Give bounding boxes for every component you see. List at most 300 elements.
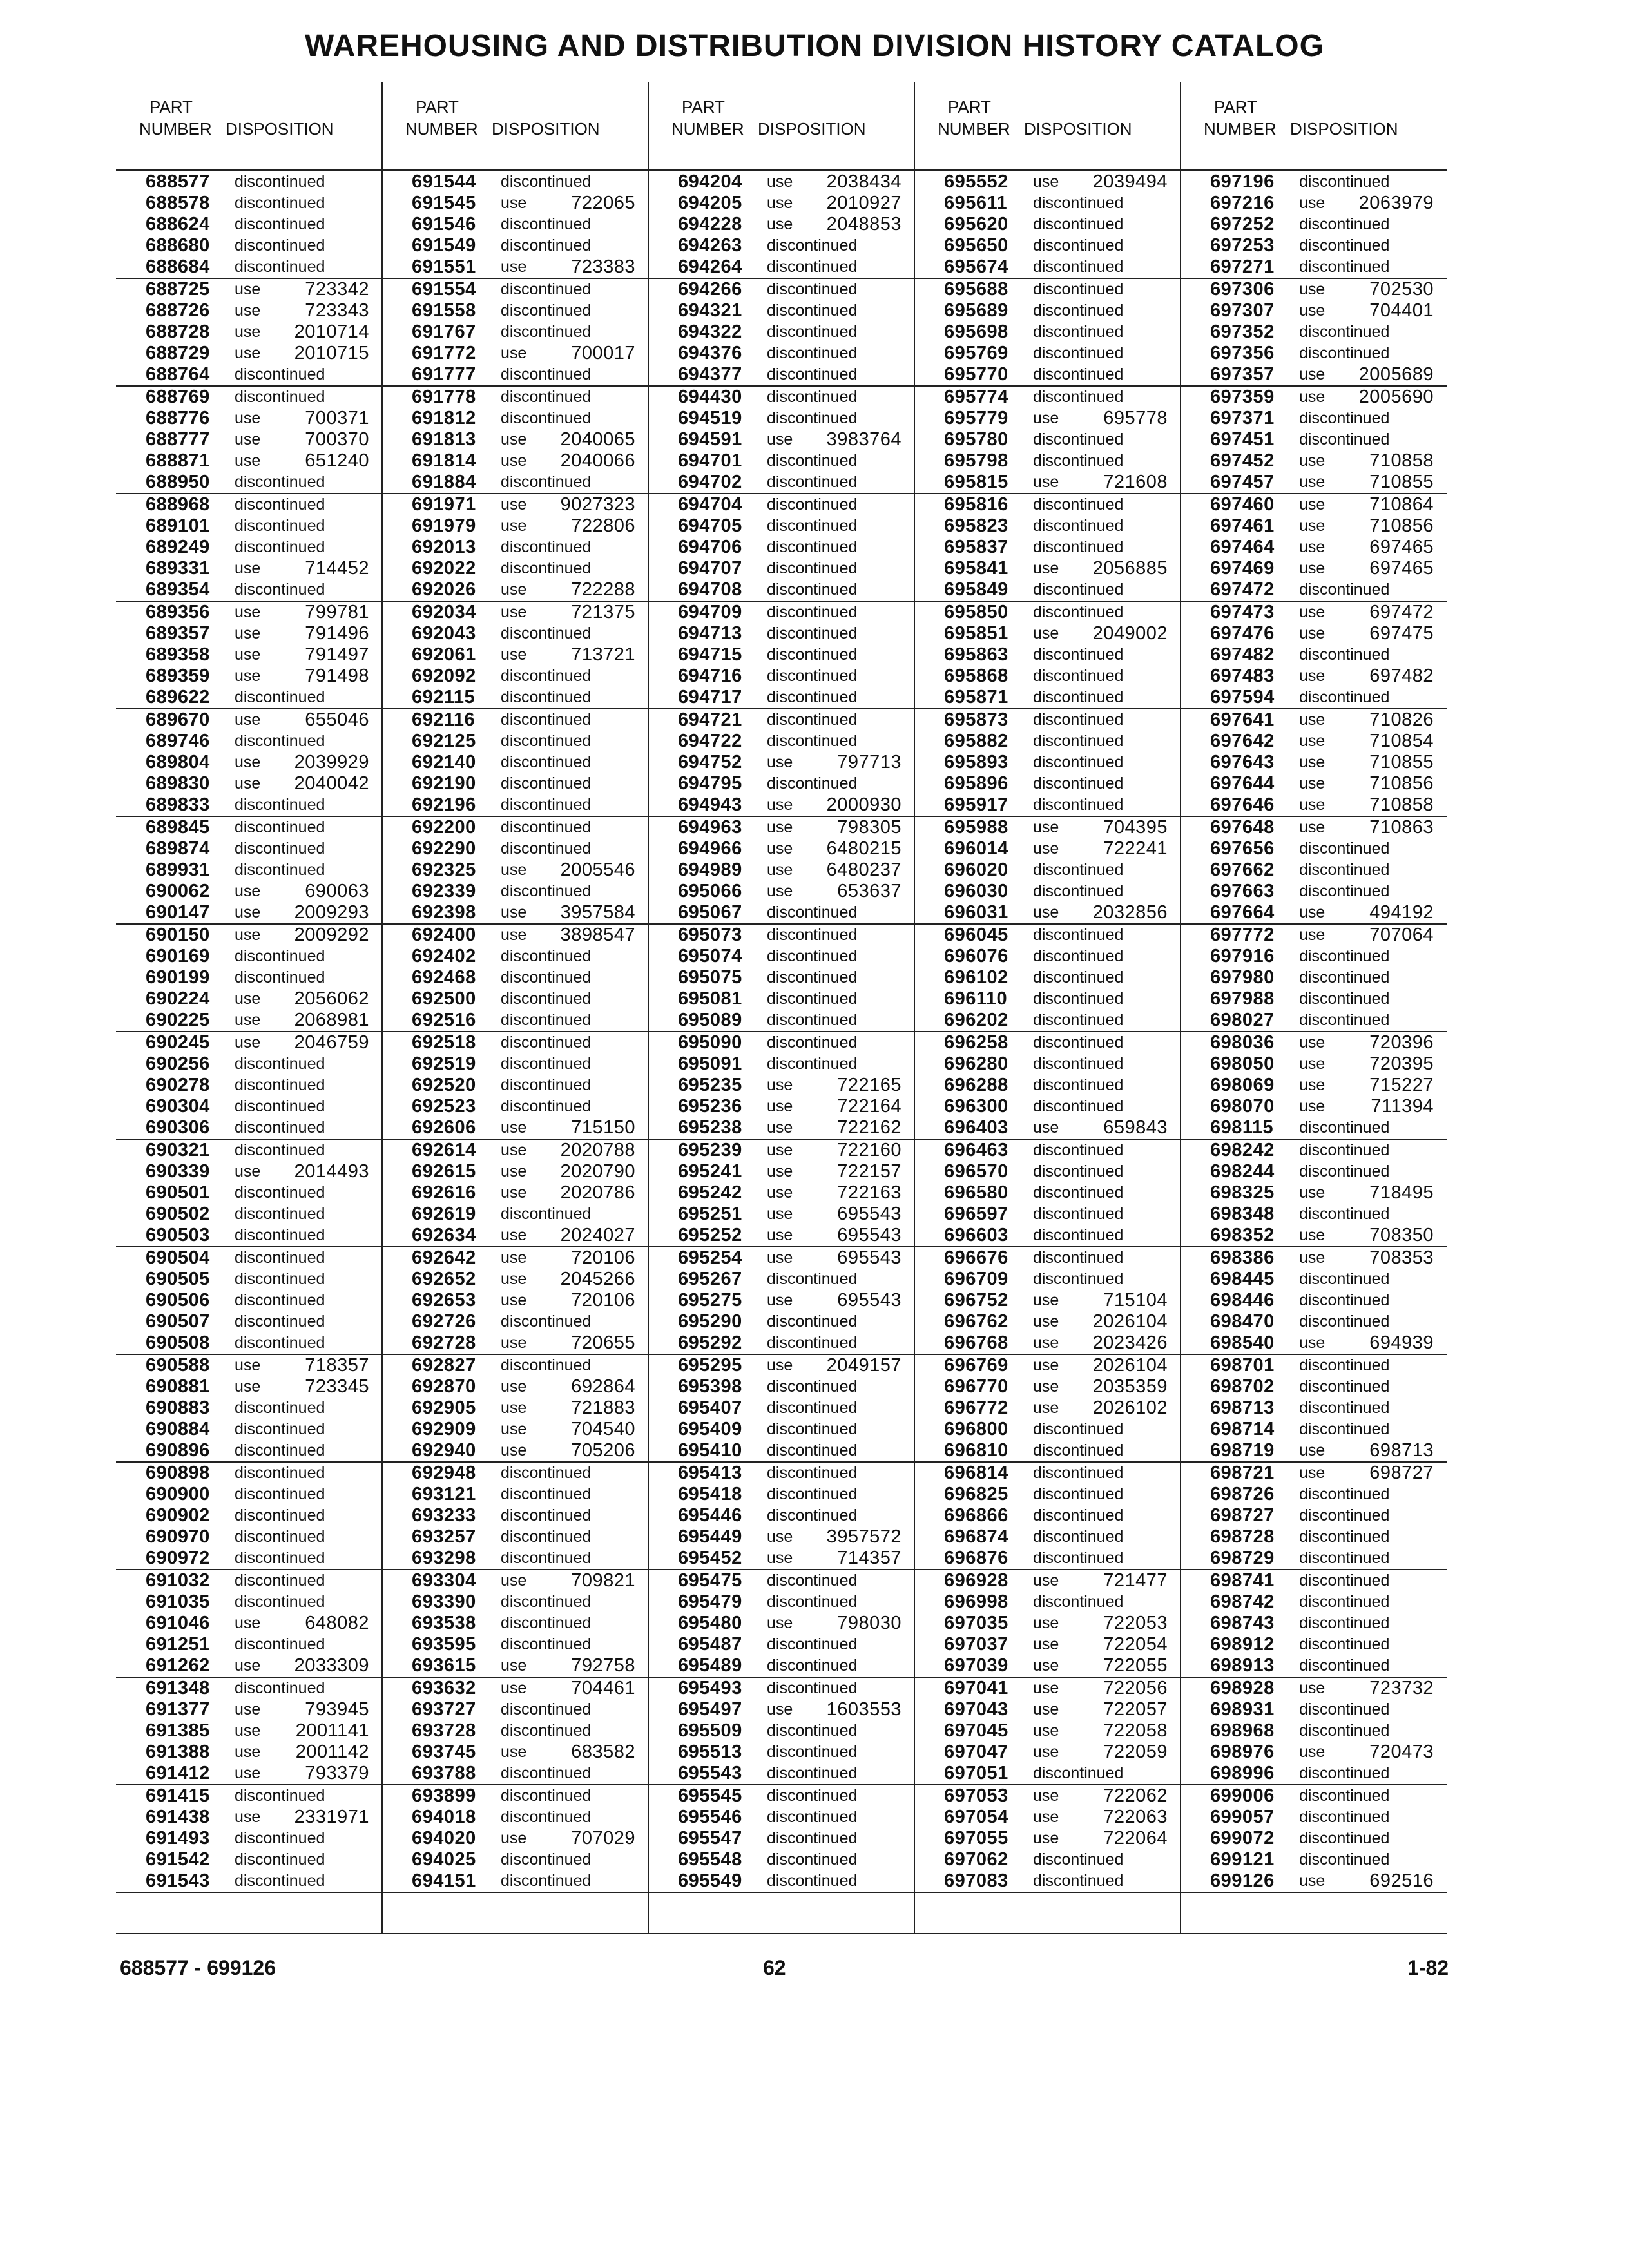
- replacement-part-number: 2010714: [294, 322, 369, 342]
- disposition: discontinued: [1033, 861, 1124, 879]
- table-row: [914, 1225, 1181, 1247]
- disposition: discontinued: [1033, 452, 1124, 470]
- table-row: [116, 687, 382, 709]
- table-row: [648, 752, 914, 773]
- part-number: 697663: [1210, 881, 1275, 901]
- table-row: [1181, 1591, 1447, 1613]
- table-row: [116, 171, 382, 193]
- disposition: use: [235, 624, 261, 642]
- disposition: discontinued: [1299, 1635, 1390, 1653]
- part-number: 688968: [146, 494, 210, 515]
- disposition: discontinued: [235, 796, 325, 814]
- part-number: 696810: [944, 1440, 1008, 1461]
- part-number: 697055: [944, 1828, 1008, 1849]
- table-row: [1181, 494, 1447, 515]
- disposition: use: [235, 302, 261, 320]
- part-number: 698719: [1210, 1440, 1275, 1461]
- part-number: 698244: [1210, 1161, 1275, 1182]
- part-number: 692468: [412, 967, 476, 988]
- part-number: 688777: [146, 429, 210, 450]
- table-row: [116, 1870, 382, 1893]
- replacement-part-number: 710826: [1369, 709, 1434, 730]
- disposition: discontinued: [1299, 1119, 1390, 1137]
- part-number: 694266: [678, 279, 742, 300]
- table-row: [382, 558, 648, 579]
- disposition: use: [767, 1226, 793, 1244]
- part-number: 692200: [412, 817, 476, 838]
- table-row: [914, 515, 1181, 537]
- table-row: [648, 817, 914, 838]
- replacement-part-number: 704401: [1369, 300, 1434, 321]
- table-row: [648, 171, 914, 193]
- disposition: use: [501, 1334, 527, 1352]
- disposition: discontinued: [501, 388, 592, 406]
- part-number: 697039: [944, 1655, 1008, 1676]
- table-row: [648, 1570, 914, 1591]
- disposition: use: [501, 430, 527, 448]
- disposition: use: [767, 1076, 793, 1094]
- disposition: discontinued: [1033, 603, 1124, 621]
- table-row: [116, 1678, 382, 1699]
- disposition: discontinued: [1033, 1270, 1124, 1288]
- part-number: 697460: [1210, 494, 1275, 515]
- table-row: [648, 902, 914, 925]
- part-number: 697482: [1210, 644, 1275, 665]
- part-number: 697648: [1210, 817, 1275, 838]
- disposition: discontinued: [1033, 1055, 1124, 1073]
- disposition: discontinued: [235, 1528, 325, 1546]
- replacement-part-number: 710855: [1369, 752, 1434, 773]
- replacement-part-number: 697465: [1369, 537, 1434, 557]
- disposition: use: [767, 861, 793, 879]
- table-row: [382, 450, 648, 472]
- disposition: use: [767, 194, 793, 212]
- table-row: [648, 967, 914, 988]
- part-number: 695242: [678, 1182, 742, 1203]
- disposition: discontinued: [501, 1506, 592, 1524]
- replacement-part-number: 694939: [1369, 1332, 1434, 1353]
- part-number: 695868: [944, 666, 1008, 686]
- disposition: discontinued: [767, 1872, 858, 1890]
- table-row: [648, 279, 914, 300]
- table-row: [648, 1699, 914, 1720]
- part-number: 697051: [944, 1763, 1008, 1783]
- disposition: use: [501, 926, 527, 944]
- table-row: [648, 300, 914, 322]
- table-row: [116, 1311, 382, 1332]
- part-number: 695238: [678, 1117, 742, 1138]
- disposition: discontinued: [235, 538, 325, 556]
- disposition: use: [1033, 409, 1059, 427]
- disposition: discontinued: [235, 1291, 325, 1309]
- part-number: 694705: [678, 515, 742, 536]
- disposition: discontinued: [501, 624, 592, 642]
- table-row: [116, 1548, 382, 1570]
- part-number: 691415: [146, 1785, 210, 1806]
- part-number: 694709: [678, 602, 742, 622]
- disposition: use: [501, 1119, 527, 1137]
- disposition: discontinued: [501, 732, 592, 750]
- part-number: 696709: [944, 1269, 1008, 1289]
- replacement-part-number: 695543: [837, 1204, 901, 1224]
- part-number: 691778: [412, 387, 476, 407]
- part-number: 695552: [944, 171, 1008, 192]
- table-row: [914, 1161, 1181, 1182]
- table-row: [1181, 1075, 1447, 1096]
- part-number: 697307: [1210, 300, 1275, 321]
- part-number: 695873: [944, 709, 1008, 730]
- part-number: 691814: [412, 450, 476, 471]
- replacement-part-number: 710855: [1369, 472, 1434, 492]
- part-number: 698714: [1210, 1419, 1275, 1439]
- disposition: discontinued: [235, 1141, 325, 1159]
- replacement-part-number: 722165: [837, 1075, 901, 1095]
- table-row: [382, 300, 648, 322]
- replacement-part-number: 698713: [1369, 1440, 1434, 1461]
- part-number: 690896: [146, 1440, 210, 1461]
- column-rows: [382, 171, 648, 1893]
- column-header: [648, 97, 914, 148]
- part-number: 695446: [678, 1505, 742, 1526]
- part-number: 693538: [412, 1613, 476, 1633]
- disposition: discontinued: [501, 1055, 592, 1073]
- table-row: [116, 1247, 382, 1269]
- replacement-part-number: 722065: [571, 193, 635, 213]
- disposition: discontinued: [235, 947, 325, 965]
- table-row: [382, 429, 648, 450]
- replacement-part-number: 797713: [837, 752, 901, 773]
- disposition: use: [1299, 1441, 1325, 1459]
- part-number: 691971: [412, 494, 476, 515]
- replacement-part-number: 3898547: [560, 925, 635, 945]
- part-number: 692398: [412, 902, 476, 923]
- part-number: 690225: [146, 1010, 210, 1030]
- part-number: 695292: [678, 1332, 742, 1353]
- table-row: [382, 752, 648, 773]
- part-number: 690588: [146, 1355, 210, 1376]
- table-row: [914, 1204, 1181, 1225]
- header-part: PART: [948, 97, 991, 117]
- table-row: [914, 1440, 1181, 1463]
- part-number: 692726: [412, 1311, 476, 1332]
- part-number: 690883: [146, 1398, 210, 1418]
- disposition: use: [501, 581, 527, 599]
- disposition: discontinued: [1299, 947, 1390, 965]
- disposition: use: [501, 452, 527, 470]
- table-row: [382, 322, 648, 343]
- table-row: [382, 666, 648, 687]
- disposition: discontinued: [767, 1506, 858, 1524]
- part-number: 696874: [944, 1526, 1008, 1547]
- table-row: [648, 1161, 914, 1182]
- disposition: discontinued: [767, 1033, 858, 1052]
- disposition: discontinued: [235, 1485, 325, 1503]
- part-number: 696580: [944, 1182, 1008, 1203]
- disposition: discontinued: [767, 1485, 858, 1503]
- table-row: [116, 1570, 382, 1591]
- replacement-part-number: 713721: [571, 644, 635, 665]
- table-row: [914, 1484, 1181, 1505]
- replacement-part-number: 793379: [305, 1763, 369, 1783]
- table-row: [382, 1355, 648, 1376]
- part-number: 690224: [146, 988, 210, 1009]
- disposition: discontinued: [767, 1829, 858, 1847]
- table-row: [914, 450, 1181, 472]
- disposition: use: [1299, 538, 1325, 556]
- part-number: 694430: [678, 387, 742, 407]
- replacement-part-number: 651240: [305, 450, 369, 471]
- part-number: 697047: [944, 1742, 1008, 1762]
- disposition: use: [235, 1378, 261, 1396]
- table-row: [914, 687, 1181, 709]
- part-number: 695650: [944, 235, 1008, 256]
- column-divider: [648, 82, 649, 1934]
- part-number: 698727: [1210, 1505, 1275, 1526]
- disposition: use: [767, 1097, 793, 1115]
- part-number: 697646: [1210, 794, 1275, 815]
- table-row: [914, 214, 1181, 235]
- disposition: discontinued: [1299, 1528, 1390, 1546]
- disposition: discontinued: [1033, 517, 1124, 535]
- table-row: [116, 1720, 382, 1742]
- part-number: 695497: [678, 1699, 742, 1720]
- disposition: use: [235, 409, 261, 427]
- part-number: 690884: [146, 1419, 210, 1439]
- part-number: 695407: [678, 1398, 742, 1418]
- disposition: discontinued: [1033, 1076, 1124, 1094]
- table-row: [648, 537, 914, 558]
- disposition: discontinued: [1033, 1097, 1124, 1115]
- table-row: [382, 1398, 648, 1419]
- table-row: [914, 1678, 1181, 1699]
- disposition: discontinued: [235, 1226, 325, 1244]
- part-number: 696570: [944, 1161, 1008, 1182]
- disposition: discontinued: [1299, 215, 1390, 233]
- table-row: [648, 1376, 914, 1398]
- part-number: 692728: [412, 1332, 476, 1353]
- disposition: use: [501, 1571, 527, 1590]
- disposition: discontinued: [1033, 1205, 1124, 1223]
- replacement-part-number: 697472: [1369, 602, 1434, 622]
- disposition: discontinued: [235, 688, 325, 706]
- part-number: 697196: [1210, 171, 1275, 192]
- disposition: use: [235, 1162, 261, 1180]
- table-row: [914, 1526, 1181, 1548]
- disposition: discontinued: [501, 882, 592, 900]
- table-row: [914, 537, 1181, 558]
- table-row: [116, 1807, 382, 1828]
- column-header: [382, 97, 648, 148]
- part-number: 698968: [1210, 1720, 1275, 1741]
- disposition: discontinued: [1299, 1657, 1390, 1675]
- table-row: [648, 1117, 914, 1140]
- disposition: discontinued: [767, 1420, 858, 1438]
- table-row: [116, 1398, 382, 1419]
- disposition: use: [1299, 1249, 1325, 1267]
- table-row: [116, 1032, 382, 1053]
- part-number: 695816: [944, 494, 1008, 515]
- table-row: [116, 579, 382, 602]
- table-row: [914, 387, 1181, 408]
- disposition: use: [1033, 1657, 1059, 1675]
- table-row: [1181, 794, 1447, 817]
- table-row: [648, 1204, 914, 1225]
- disposition: discontinued: [235, 1441, 325, 1459]
- part-number: 696110: [944, 988, 1008, 1009]
- part-number: 698741: [1210, 1570, 1275, 1591]
- disposition: discontinued: [767, 1441, 858, 1459]
- table-row: [1181, 322, 1447, 343]
- table-row: [116, 1505, 382, 1526]
- part-number: 695235: [678, 1075, 742, 1095]
- replacement-part-number: 2023426: [1092, 1332, 1168, 1353]
- disposition: discontinued: [235, 1334, 325, 1352]
- disposition: use: [235, 1743, 261, 1761]
- disposition: discontinued: [501, 688, 592, 706]
- disposition: use: [1299, 473, 1325, 491]
- table-row: [382, 687, 648, 709]
- table-row: [648, 235, 914, 256]
- table-row: [382, 1634, 648, 1655]
- disposition: use: [235, 430, 261, 448]
- disposition: discontinued: [235, 1184, 325, 1202]
- part-number: 697772: [1210, 925, 1275, 945]
- part-number: 690245: [146, 1032, 210, 1053]
- replacement-part-number: 721608: [1103, 472, 1168, 492]
- disposition: discontinued: [235, 1571, 325, 1590]
- part-number: 693304: [412, 1570, 476, 1591]
- table-row: [914, 1763, 1181, 1785]
- table-row: [914, 794, 1181, 817]
- table-row: [648, 1419, 914, 1440]
- disposition: discontinued: [1033, 774, 1124, 793]
- table-bottom-rule: [116, 1933, 1447, 1934]
- part-number: 693233: [412, 1505, 476, 1526]
- disposition: discontinued: [1299, 581, 1390, 599]
- disposition: use: [767, 1141, 793, 1159]
- disposition: use: [1299, 517, 1325, 535]
- part-number: 695275: [678, 1290, 742, 1311]
- table-row: [116, 752, 382, 773]
- table-row: [1181, 773, 1447, 794]
- part-number: 692516: [412, 1010, 476, 1030]
- disposition: discontinued: [501, 473, 592, 491]
- table-row: [116, 902, 382, 925]
- table-row: [648, 687, 914, 709]
- part-number: 694321: [678, 300, 742, 321]
- replacement-part-number: 2010715: [294, 343, 369, 363]
- disposition: use: [501, 194, 527, 212]
- table-row: [116, 1785, 382, 1807]
- disposition: discontinued: [1033, 581, 1124, 599]
- table-row: [1181, 1613, 1447, 1634]
- replacement-part-number: 1603553: [826, 1699, 901, 1720]
- disposition: discontinued: [235, 1593, 325, 1611]
- part-number: 690507: [146, 1311, 210, 1332]
- table-row: [648, 1290, 914, 1311]
- disposition: discontinued: [501, 796, 592, 814]
- disposition: discontinued: [1033, 388, 1124, 406]
- disposition: use: [501, 1226, 527, 1244]
- disposition: discontinued: [1033, 1226, 1124, 1244]
- part-number: 688728: [146, 322, 210, 342]
- disposition: discontinued: [1033, 947, 1124, 965]
- part-number: 695815: [944, 472, 1008, 492]
- disposition: discontinued: [1299, 1205, 1390, 1223]
- part-number: 689249: [146, 537, 210, 557]
- replacement-part-number: 2020788: [560, 1140, 635, 1160]
- disposition: discontinued: [501, 1787, 592, 1805]
- part-number: 688776: [146, 408, 210, 428]
- replacement-part-number: 707064: [1369, 925, 1434, 945]
- table-row: [1181, 752, 1447, 773]
- disposition: discontinued: [1299, 1291, 1390, 1309]
- disposition: discontinued: [235, 818, 325, 836]
- part-number: 695917: [944, 794, 1008, 815]
- table-row: [1181, 1096, 1447, 1117]
- part-number: 695798: [944, 450, 1008, 471]
- header-part: PART: [1214, 97, 1257, 117]
- part-number: 697054: [944, 1807, 1008, 1827]
- disposition: use: [1299, 603, 1325, 621]
- disposition: use: [1033, 559, 1059, 577]
- part-number: 695841: [944, 558, 1008, 579]
- part-number: 696076: [944, 946, 1008, 966]
- table-row: [116, 1140, 382, 1161]
- disposition: discontinued: [235, 861, 325, 879]
- part-number: 692190: [412, 773, 476, 794]
- replacement-part-number: 2063979: [1358, 193, 1434, 213]
- disposition: discontinued: [1299, 968, 1390, 986]
- part-number: 693595: [412, 1634, 476, 1655]
- disposition: discontinued: [767, 1743, 858, 1761]
- column-rows: [648, 171, 914, 1893]
- header-disposition: DISPOSITION: [1024, 119, 1132, 139]
- part-number: 698996: [1210, 1763, 1275, 1783]
- column-divider: [914, 82, 915, 1934]
- part-number: 696928: [944, 1570, 1008, 1591]
- disposition: discontinued: [767, 302, 858, 320]
- replacement-part-number: 721883: [571, 1398, 635, 1418]
- part-number: 696825: [944, 1484, 1008, 1504]
- table-row: [648, 946, 914, 967]
- table-row: [648, 1763, 914, 1785]
- disposition: discontinued: [1033, 236, 1124, 255]
- disposition: use: [767, 430, 793, 448]
- part-number: 688769: [146, 387, 210, 407]
- disposition: use: [1299, 1226, 1325, 1244]
- table-row: [1181, 171, 1447, 193]
- part-number: 694795: [678, 773, 742, 794]
- part-number: 692827: [412, 1355, 476, 1376]
- disposition: discontinued: [235, 473, 325, 491]
- part-number: 696202: [944, 1010, 1008, 1030]
- part-number: 698912: [1210, 1634, 1275, 1655]
- column-1: [116, 82, 382, 1934]
- replacement-part-number: 718357: [305, 1355, 369, 1376]
- table-row: [382, 946, 648, 967]
- part-number: 692615: [412, 1161, 476, 1182]
- table-row: [648, 1742, 914, 1763]
- part-number: 691385: [146, 1720, 210, 1741]
- part-number: 695896: [944, 773, 1008, 794]
- table-row: [914, 602, 1181, 623]
- table-row: [914, 752, 1181, 773]
- disposition: discontinued: [235, 258, 325, 276]
- table-row: [116, 1096, 382, 1117]
- part-number: 692140: [412, 752, 476, 773]
- disposition: discontinued: [501, 990, 592, 1008]
